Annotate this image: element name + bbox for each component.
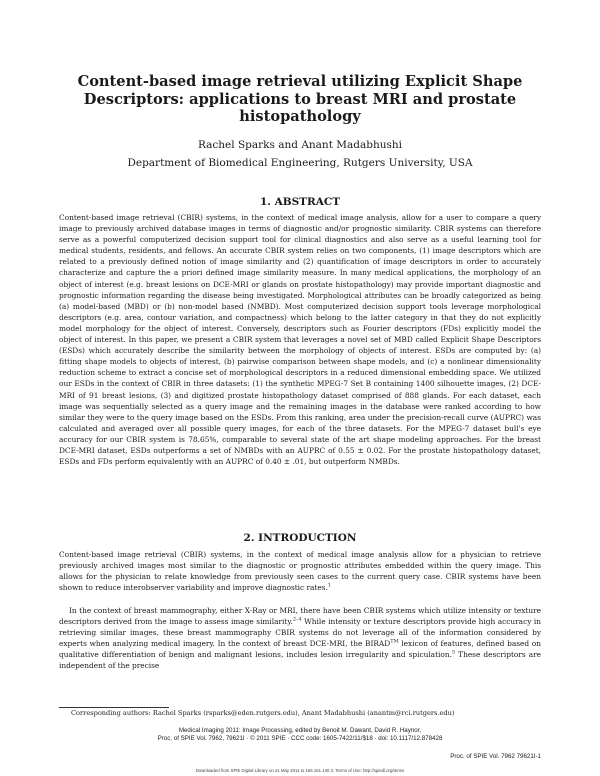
paper-title: Content-based image retrieval utilizing Explicit Shape Descriptors: applications to breast MRI and prostate histopathology	[77, 73, 523, 125]
page-number: Proc. of SPIE Vol. 7962 79621I-1	[450, 753, 541, 760]
proceedings-line-1: Medical Imaging 2011: Image Processing, edited by Benoit M. Dawant, David R. Haynor,	[178, 727, 422, 734]
abstract-text: Content-based image retrieval (CBIR) systems, in the context of medical image analysis, allow for a user to compare a query image to previously archived database images in terms of diagnostic and/or prognostic similarity. CBIR systems can therefore serve as a powerful computerized decision support tool for clinical diagnostics and also serve as a useful learning tool for medical students, residents, and fellows. An accurate CBIR system relies on two components, (1) image descriptors which are related to a previously defined notion of image similarity and (2) quantification of image descriptors in order to accurately characterize and capture the a priori defined image similarity measure. In many medical applications, the morphology of an object of interest (e.g. breast lesions on DCE-MRI or glands on prostate histopathology) may provide important diagnostic and prognostic information regarding the disease being investigated. Morphological attributes can be broadly categorized as being (a) model-based (MBD) or (b) non-model based (NMBD). Most computerized decision support tools leverage morphological descriptors (e.g. area, contour variation, and compactness) which belong to the latter category in that they do not explicitly model morphology for the object of interest. Conversely, descriptors such as Fourier descriptors (FDs) explicitly model the object of interest. In this paper, we present a CBIR system that leverages a novel set of MBD called Explicit Shape Descriptors (ESDs) which accurately describe the similarity between the morphology of objects of interest. ESDs are computed by: (a) fitting shape models to objects of interest, (b) pairwise comparison between shape models, and (c) a nonlinear dimensionality reduction scheme to extract a concise set of morphological descriptors in a reduced dimensional embedding space. We utilized our ESDs in the context of CBIR in three datasets: (1) the synthetic MPEG-7 Set B containing 1400 silhouette images, (2) DCE-MRI of 91 breast lesions, (3) and digitized prostate histopathology dataset comprised of 888 glands. For each dataset, each image was sequentially selected as a query image and the remaining images in the database were ranked according to how similar they were to the query image based on the ESDs. From this ranking, area under the precision-recall curve (AUPRC) was calculated and averaged over all possible query images, for each of the three datasets. For the MPEG-7 dataset bull's eye accuracy for our CBIR system is 78.65%, comparable to several state of the art shape modeling approaches. For the breast DCE-MRI dataset, ESDs outperforms a set of NMBDs with an AUPRC of 0.55 ± 0.02. For the prostate histopathology dataset, ESDs and FDs perform equivalently with an AUPRC of 0.40 ± .01, but outperform NMBDs.	[59, 213, 541, 467]
citation-ref: 5	[451, 649, 456, 656]
trademark-mark: TM	[390, 638, 399, 645]
download-notice: Downloaded from SPIE Digital Library on 21 May 2011 to 165.151.130.3. Terms of Use: http://spiedl.org/terms	[195, 768, 405, 773]
proceedings-line-2: Proc. of SPIE Vol. 7962, 79621I · © 2011 SPIE · CCC code: 1605-7422/11/$18 · doi: 10.1117/12.878428	[157, 735, 443, 742]
corresponding-authors-footnote: Corresponding authors: Rachel Sparks (rsparks@eden.rutgers.edu), Anant Madabhushi (anantm@rci.rutgers.edu)	[71, 709, 455, 717]
abstract-heading: 1. ABSTRACT	[259, 196, 341, 208]
introduction-paragraph-2-part-b: While intensity or texture descriptors provide high accuracy in retrieving similar images, these breast mammography CBIR systems do not leverage all of the information considered by experts when analyzing medical imagery. In the context of breast DCE-MRI, the BIRAD	[59, 617, 541, 649]
introduction-paragraph-2	[59, 605, 541, 672]
introduction-paragraph-1-text: Content-based image retrieval (CBIR) systems, in the context of medical image analysis allow for a physician to retrieve previously archived images most similar to the diagnostic or prognostic attributes embedded within the query image. This allows for the physician to relate knowledge from previously seen cases to the current query case. CBIR systems have been shown to reduce interobserver variability and improve diagnostic rates.	[59, 550, 541, 593]
proceedings-info	[0, 727, 600, 743]
introduction-paragraph-2-part-a: In the context of breast mammography, either X-Ray or MRI, there have been CBIR systems which utilize intensity or texture descriptors derived from the image to assess image similarity.	[59, 606, 541, 627]
introduction-paragraph-2-part-d: These descriptors are independent of the precise	[59, 650, 541, 671]
citation-ref: 2–4	[292, 616, 302, 623]
introduction-paragraph-2-part-c: lexicon of features, defined based on qualitative differentiation of benign and malignant lesions, includes lesion irregularity and spiculation.	[59, 639, 541, 660]
author-affiliation: Department of Biomedical Engineering, Rutgers University, USA	[127, 157, 473, 169]
author-list: Rachel Sparks and Anant Madabhushi	[198, 139, 402, 151]
footnote-divider	[59, 707, 169, 708]
introduction-paragraph-1	[59, 549, 541, 593]
introduction-heading: 2. INTRODUCTION	[243, 532, 357, 544]
citation-ref: 1	[327, 582, 332, 589]
